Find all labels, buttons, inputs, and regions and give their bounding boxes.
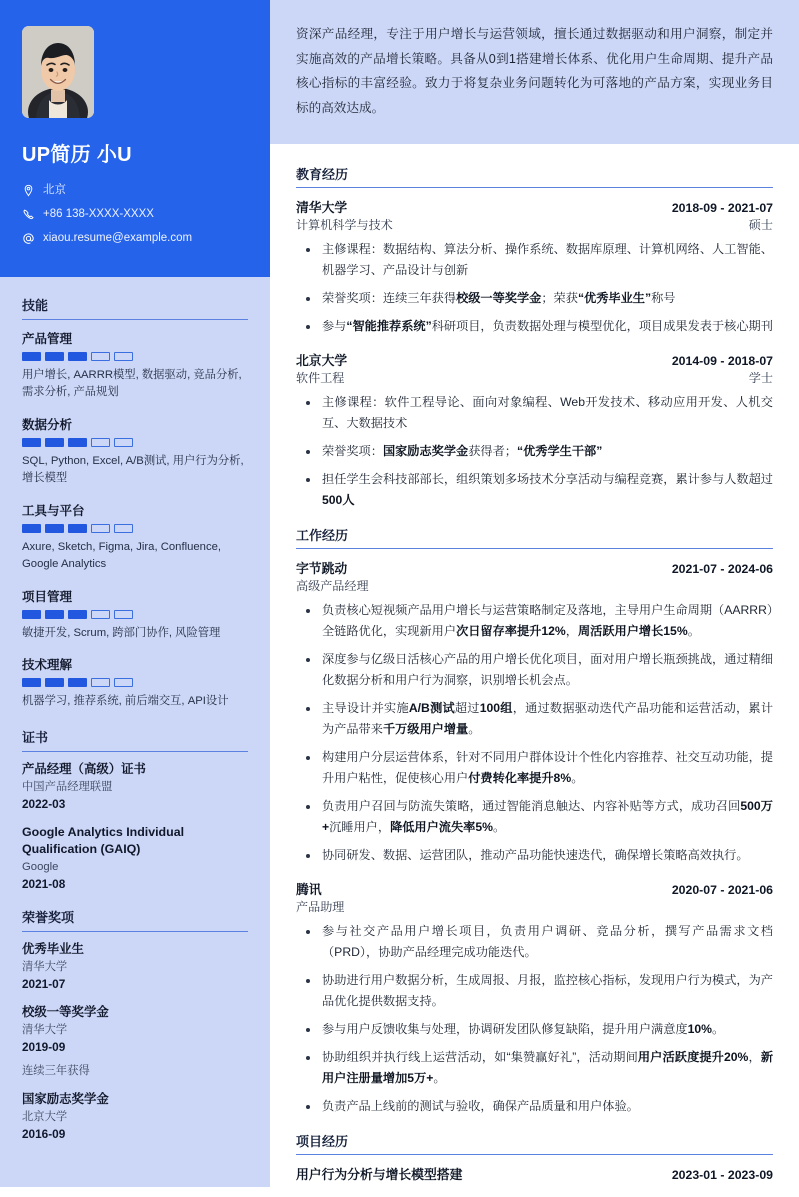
entry-header-row	[296, 879, 773, 898]
certificate-title: 产品经理（高级）证书	[22, 761, 146, 776]
skill-rating-segment	[45, 678, 64, 687]
honor-item	[22, 1091, 248, 1141]
skills-section-title: 技能	[22, 295, 248, 320]
entry-bullet: 参与用户反馈收集与处理，协调研发团队修复缺陷，提升用户满意度10%。	[296, 1019, 773, 1040]
entry-degree: 硕士	[748, 218, 773, 233]
entry-subheader-row	[296, 216, 773, 233]
skill-rating-segment	[68, 352, 87, 361]
skill-description: 敏捷开发, Scrum, 跨部门协作, 风险管理	[22, 626, 221, 639]
entry-bullet: 参与社交产品用户增长项目，负责用户调研、竞品分析，撰写产品需求文档（PRD），协助产品经理完成功能迭代。	[296, 921, 773, 963]
phone-icon	[22, 208, 35, 221]
skill-rating-segment	[91, 610, 110, 619]
skill-name: 数据分析	[22, 417, 73, 432]
entry-degree: 学士	[748, 371, 773, 386]
entry-bullet: 协助进行用户数据分析，生成周报、月报，监控核心指标，发现用户行为模式，为产品优化提供数据支持。	[296, 970, 773, 1012]
skill-item	[22, 655, 248, 711]
entry-bullet: 协同研发、数据、运营团队，推动产品功能快速迭代，确保增长策略高效执行。	[296, 845, 773, 866]
experience-entry	[296, 879, 773, 1117]
honor-org: 清华大学	[22, 1024, 68, 1037]
entry-subheader-row	[296, 577, 773, 594]
entry-header-row	[296, 558, 773, 577]
entry-organization: 字节跳动	[296, 561, 348, 577]
skill-rating-segment	[68, 678, 87, 687]
entry-subtitle: 计算机科学与技术	[296, 218, 393, 233]
entry-bullet: 荣誉奖项：国家励志奖学金获得者；“优秀学生干部”	[296, 441, 773, 462]
skills-section	[22, 295, 248, 711]
entry-date: 2018-09 - 2021-07	[671, 201, 773, 216]
entry-bullet: 主修课程：软件工程导论、面向对象编程、Web开发技术、移动应用开发、人机交互、大数据技术	[296, 392, 773, 434]
skill-rating-segment	[114, 610, 133, 619]
entry-header-row	[296, 197, 773, 216]
skill-rating	[22, 352, 248, 361]
certificate-org: 中国产品经理联盟	[22, 780, 113, 793]
entry-date: 2020-07 - 2021-06	[671, 882, 773, 897]
skill-description: 用户增长, AARRR模型, 数据驱动, 竞品分析, 需求分析, 产品规划	[22, 368, 242, 399]
certificates-section	[22, 727, 248, 891]
skill-rating-segment	[68, 524, 87, 533]
main-body	[270, 144, 799, 1183]
entry-bullet-list	[296, 600, 773, 866]
entry-bullet: 负责核心短视频产品用户增长与运营策略制定及落地，主导用户生命周期（AARRR）全链路优化，实现新用户次日留存率提升12%，周活跃用户增长15%。	[296, 600, 773, 642]
entry-bullet: 负责用户召回与防流失策略，通过智能消息触达、内容补贴等方式，成功召回500万+沉睡用户，降低用户流失率5%。	[296, 796, 773, 838]
entry-bullet: 主修课程：数据结构、算法分析、操作系统、数据库原理、计算机网络、人工智能、机器学习、产品设计与创新	[296, 239, 773, 281]
skill-rating-segment	[114, 678, 133, 687]
skill-rating-segment	[22, 610, 41, 619]
certificate-item	[22, 824, 248, 891]
skill-rating-segment	[68, 438, 87, 447]
user-photo-icon	[22, 26, 94, 118]
skill-rating	[22, 610, 248, 619]
work-list	[296, 558, 773, 1117]
project-section	[296, 1131, 773, 1183]
honor-date: 2016-09	[22, 1127, 66, 1142]
honor-date: 2021-07	[22, 977, 66, 992]
entry-bullet: 荣誉奖项：连续三年获得校级一等奖学金；荣获“优秀毕业生”称号	[296, 288, 773, 309]
contact-phone-value: +86 138-XXXX-XXXX	[43, 207, 154, 220]
education-list	[296, 197, 773, 511]
honor-org: 清华大学	[22, 961, 68, 974]
certificate-date: 2021-08	[22, 877, 66, 892]
skill-rating-segment	[45, 610, 64, 619]
summary-band	[270, 0, 799, 144]
experience-entry	[296, 1164, 773, 1183]
entry-organization: 清华大学	[296, 200, 348, 216]
experience-entry	[296, 197, 773, 337]
honor-note: 连续三年获得	[22, 1065, 90, 1078]
skill-rating	[22, 524, 248, 533]
entry-subheader-row	[296, 898, 773, 915]
entry-bullet-list	[296, 921, 773, 1117]
skill-rating-segment	[114, 352, 133, 361]
certificate-item	[22, 761, 248, 811]
skill-rating-segment	[91, 438, 110, 447]
entry-bullet: 主导设计并实施A/B测试超过100组，通过数据驱动迭代产品功能和运营活动，累计为产品带来千万级用户增量。	[296, 698, 773, 740]
skill-name: 工具与平台	[22, 503, 85, 518]
skill-rating-segment	[114, 524, 133, 533]
summary-text: 资深产品经理，专注于用户增长与运营领域，擅长通过数据驱动和用户洞察，制定并实施高效的产品增长策略。具备从0到1搭建增长体系、优化用户生命周期、提升产品核心指标的丰富经验。致力于将复杂业务问题转化为可落地的产品方案，实现业务目标的高效达成。	[296, 27, 773, 115]
skill-rating	[22, 678, 248, 687]
skill-rating-segment	[22, 438, 41, 447]
skill-rating	[22, 438, 248, 447]
entry-date: 2014-09 - 2018-07	[671, 354, 773, 369]
location-pin-icon	[22, 184, 35, 197]
contact-location-value: 北京	[43, 184, 66, 196]
skill-description: 机器学习, 推荐系统, 前后端交互, API设计	[22, 695, 229, 708]
skill-name: 产品管理	[22, 331, 73, 346]
experience-entry	[296, 558, 773, 866]
skill-item	[22, 501, 248, 574]
skill-rating-segment	[22, 352, 41, 361]
entry-bullet-list	[296, 392, 773, 511]
skill-name: 项目管理	[22, 589, 73, 604]
entry-header-row	[296, 1164, 773, 1183]
entry-organization: 用户行为分析与增长模型搭建	[296, 1166, 463, 1182]
skill-rating-segment	[68, 610, 87, 619]
skill-item	[22, 329, 248, 402]
contact-email	[22, 231, 248, 246]
certificate-date: 2022-03	[22, 796, 66, 811]
entry-bullet: 参与“智能推荐系统”科研项目，负责数据处理与模型优化，项目成果发表于核心期刊	[296, 316, 773, 337]
honors-section-title: 荣誉奖项	[22, 907, 248, 932]
entry-organization: 腾讯	[296, 881, 322, 897]
sidebar	[0, 0, 270, 1187]
skill-rating-segment	[45, 438, 64, 447]
entry-subtitle: 高级产品经理	[296, 579, 369, 594]
entry-bullet: 深度参与亿级日活核心产品的用户增长优化项目，面对用户增长瓶颈挑战，通过精细化数据分析和用户行为洞察，识别增长机会点。	[296, 649, 773, 691]
certificate-org: Google	[22, 861, 59, 874]
skill-rating-segment	[45, 352, 64, 361]
skill-rating-segment	[91, 678, 110, 687]
honor-title: 国家励志奖学金	[22, 1092, 109, 1107]
contact-email-value: xiaou.resume@example.com	[43, 231, 193, 244]
entry-subtitle: 软件工程	[296, 371, 345, 386]
profile-header	[0, 0, 270, 277]
project-list	[296, 1164, 773, 1183]
entry-bullet: 协助组织并执行线上运营活动，如“集赞赢好礼”，活动期间用户活跃度提升20%，新用户注册量增加5万+。	[296, 1047, 773, 1089]
honor-title: 校级一等奖学金	[22, 1005, 109, 1020]
entry-bullet: 担任学生会科技部部长，组织策划多场技术分享活动与编程竞赛，累计参与人数超过500人	[296, 469, 773, 511]
entry-bullet: 构建用户分层运营体系，针对不同用户群体设计个性化内容推荐、社交互动功能，提升用户粘性，促使核心用户付费转化率提升8%。	[296, 747, 773, 789]
experience-entry	[296, 350, 773, 511]
work-section-title: 工作经历	[296, 525, 773, 549]
certificate-title: Google Analytics Individual Qualification (GAIQ)	[22, 824, 185, 856]
skill-description: Axure, Sketch, Figma, Jira, Confluence, Google Analytics	[22, 540, 222, 571]
main-content	[270, 0, 799, 1197]
person-name: UP简历 小U	[22, 144, 132, 166]
honors-list	[22, 941, 248, 1141]
entry-header-row	[296, 350, 773, 369]
certificates-section-title: 证书	[22, 727, 248, 752]
contact-phone	[22, 207, 248, 222]
skill-name: 技术理解	[22, 658, 73, 673]
certificates-list	[22, 761, 248, 891]
skill-rating-segment	[22, 524, 41, 533]
at-email-icon	[22, 232, 35, 245]
honor-title: 优秀毕业生	[22, 942, 84, 957]
entry-bullet: 负责产品上线前的测试与验收，确保产品质量和用户体验。	[296, 1096, 773, 1117]
entry-date: 2023-01 - 2023-09	[671, 1167, 773, 1182]
honors-section	[22, 907, 248, 1141]
skill-rating-segment	[91, 352, 110, 361]
skill-description: SQL, Python, Excel, A/B测试, 用户行为分析, 增长模型	[22, 454, 244, 485]
project-section-title: 项目经历	[296, 1131, 773, 1155]
entry-date: 2021-07 - 2024-06	[671, 562, 773, 577]
honor-item	[22, 941, 248, 991]
skill-item	[22, 587, 248, 643]
entry-subheader-row	[296, 369, 773, 386]
skill-rating-segment	[91, 524, 110, 533]
skills-list	[22, 329, 248, 711]
entry-organization: 北京大学	[296, 353, 348, 369]
honor-date: 2019-09	[22, 1040, 66, 1055]
entry-subtitle: 产品助理	[296, 899, 345, 914]
skill-rating-segment	[114, 438, 133, 447]
contact-location	[22, 183, 248, 198]
education-section-title: 教育经历	[296, 164, 773, 188]
skill-rating-segment	[45, 524, 64, 533]
avatar	[22, 26, 94, 118]
entry-bullet-list	[296, 239, 773, 337]
sidebar-body	[0, 277, 270, 1187]
honor-item	[22, 1004, 248, 1078]
skill-item	[22, 415, 248, 488]
work-section	[296, 525, 773, 1117]
honor-org: 北京大学	[22, 1111, 68, 1124]
education-section	[296, 164, 773, 511]
skill-rating-segment	[22, 678, 41, 687]
